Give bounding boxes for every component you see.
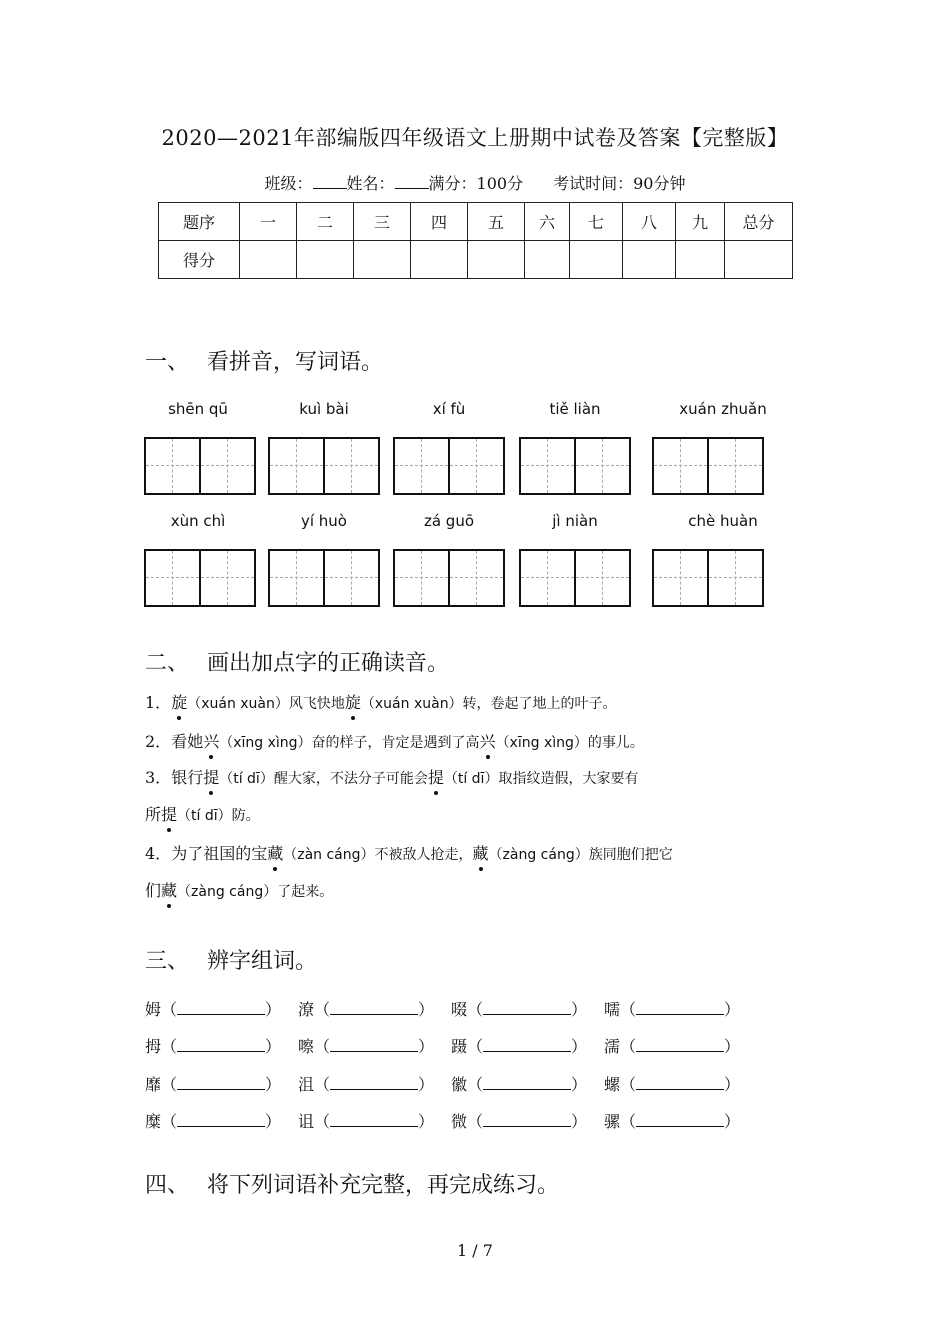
name-label: 姓名：: [346, 174, 395, 193]
question-2-2: [145, 729, 644, 752]
question-text: （zàng cáng）了起来。: [177, 884, 334, 900]
score-header-cell: 总分: [725, 203, 793, 241]
question-text: （zàn cáng）不被敌人抢走，: [283, 847, 473, 863]
word-group-item[interactable]: 潦（ ）: [298, 1000, 435, 1019]
word-group-item[interactable]: 沮（ ）: [298, 1075, 435, 1094]
word-group-item[interactable]: 嚓（ ）: [298, 1037, 435, 1056]
word-group-item[interactable]: 姆（ ）: [145, 1000, 282, 1019]
question-number: 1．: [145, 693, 172, 712]
score-header-cell: 八: [623, 203, 676, 241]
question-2-3-cont: [145, 802, 260, 825]
dotted-char: 旋: [171, 690, 187, 713]
section1-title: 看拼音，写词语。: [207, 350, 384, 375]
word-group-item[interactable]: 濡（ ）: [604, 1037, 741, 1056]
pinyin-label: xùn chì: [170, 512, 226, 530]
tianzige-box[interactable]: [144, 437, 256, 495]
question-text: 为了祖国的宝: [171, 844, 268, 863]
word-group-item[interactable]: 微（ ）: [451, 1112, 588, 1131]
section4-heading: [145, 1168, 559, 1199]
dotted-char: 兴: [480, 729, 496, 752]
score-cell[interactable]: [411, 241, 468, 279]
question-number: 2．: [145, 732, 172, 751]
question-2-4: [145, 841, 673, 864]
pinyin-row-2: [0, 512, 950, 534]
score-header-cell: 六: [525, 203, 570, 241]
question-text: （zàng cáng）族同胞们把它: [488, 847, 673, 863]
score-cell[interactable]: [468, 241, 525, 279]
question-2-3: [145, 765, 638, 788]
writing-box-row-1: [0, 437, 950, 495]
section1-number: 一、: [145, 350, 190, 375]
word-group-item[interactable]: 徽（ ）: [451, 1075, 588, 1094]
score-row-label: 得分: [159, 241, 240, 279]
pinyin-label: shēn qū: [168, 400, 228, 418]
question-2-1: [145, 690, 617, 713]
question-text: 银行: [171, 768, 204, 787]
question-text: （tí dī）防。: [177, 808, 260, 824]
student-info-line: [0, 171, 950, 194]
question-text: （xuán xuàn）转，卷起了地上的叶子。: [360, 696, 617, 712]
exam-title: 2020—2021年部编版四年级语文上册期中试卷及答案【完整版】: [161, 126, 789, 150]
pinyin-row-1: [0, 400, 950, 422]
section2-title: 画出加点字的正确读音。: [207, 651, 450, 676]
score-header-cell: 九: [676, 203, 725, 241]
score-table-header-row: [159, 203, 793, 241]
section3-heading: [145, 944, 317, 975]
score-cell[interactable]: [240, 241, 297, 279]
score-header-cell: 三: [354, 203, 411, 241]
section1-heading: [145, 345, 383, 376]
word-group-item[interactable]: 拇（ ）: [145, 1037, 282, 1056]
question-text: （tí dī）醒大家，不法分子可能会: [219, 771, 428, 787]
pinyin-label: kuì bài: [299, 400, 349, 418]
score-table-score-row: [159, 241, 793, 279]
dotted-char: 提: [203, 765, 219, 788]
word-group-item[interactable]: 啜（ ）: [451, 1000, 588, 1019]
pinyin-label: zá guō: [423, 512, 475, 530]
tianzige-box[interactable]: [652, 437, 764, 495]
score-header-cell: 七: [570, 203, 623, 241]
word-group-item[interactable]: 嚅（ ）: [604, 1000, 741, 1019]
question-text: （tí dī）取指纹造假，大家要有: [443, 771, 639, 787]
score-header-cell: 二: [297, 203, 354, 241]
score-cell[interactable]: [354, 241, 411, 279]
tianzige-box[interactable]: [393, 437, 505, 495]
word-group-item[interactable]: 诅（ ）: [298, 1112, 435, 1131]
score-cell[interactable]: [725, 241, 793, 279]
score-cell[interactable]: [676, 241, 725, 279]
question-text: （xuán xuàn）风飞快地: [187, 696, 345, 712]
page-number: 1 / 7: [457, 1241, 493, 1260]
section2-heading: [145, 646, 449, 677]
question-text: 所: [145, 805, 162, 824]
dotted-char: 提: [428, 765, 444, 788]
score-header-cell: 题序: [159, 203, 240, 241]
full-score: 满分：100分: [428, 174, 524, 193]
dotted-char: 旋: [345, 690, 361, 713]
pinyin-label: tiě liàn: [549, 400, 601, 418]
word-group-item[interactable]: 糜（ ）: [145, 1112, 282, 1131]
tianzige-box[interactable]: [519, 549, 631, 607]
section2-number: 二、: [145, 651, 190, 676]
question-2-4-cont: [145, 878, 333, 901]
dotted-char: 藏: [267, 841, 283, 864]
question-text: 们: [145, 881, 162, 900]
tianzige-box[interactable]: [652, 549, 764, 607]
score-header-cell: 五: [468, 203, 525, 241]
dotted-char: 藏: [473, 841, 489, 864]
question-number: 4．: [145, 844, 172, 863]
section4-title: 将下列词语补充完整，再完成练习。: [207, 1173, 560, 1198]
score-cell[interactable]: [623, 241, 676, 279]
tianzige-box[interactable]: [268, 549, 380, 607]
pinyin-label: jì niàn: [552, 512, 598, 530]
exam-time: 考试时间：90分钟: [553, 174, 686, 193]
word-group-item[interactable]: 螺（ ）: [604, 1075, 741, 1094]
writing-box-row-2: [0, 549, 950, 607]
tianzige-box[interactable]: [393, 549, 505, 607]
score-header-cell: 四: [411, 203, 468, 241]
word-group-item[interactable]: 骡（ ）: [604, 1112, 741, 1131]
pinyin-label: yí huò: [300, 512, 347, 530]
pinyin-label: chè huàn: [688, 512, 758, 530]
word-group-item[interactable]: 靡（ ）: [145, 1075, 282, 1094]
question-text: 看她: [171, 732, 204, 751]
score-table: [158, 202, 793, 279]
question-text: （xīng xìng）的事儿。: [495, 735, 644, 751]
pinyin-label: xí fù: [432, 400, 466, 418]
score-cell[interactable]: [570, 241, 623, 279]
dotted-char: 兴: [203, 729, 219, 752]
dotted-char: 提: [161, 802, 177, 825]
question-text: （xīng xìng）奋的样子，肯定是遇到了高: [219, 735, 480, 751]
name-blank[interactable]: [395, 174, 429, 189]
word-group-item[interactable]: 蹑（ ）: [451, 1037, 588, 1056]
class-blank[interactable]: [313, 174, 347, 189]
score-cell[interactable]: [297, 241, 354, 279]
score-header-cell: 一: [240, 203, 297, 241]
question-number: 3．: [145, 768, 172, 787]
section4-number: 四、: [145, 1173, 190, 1198]
class-label: 班级：: [264, 174, 313, 193]
section3-number: 三、: [145, 949, 190, 974]
dotted-char: 藏: [161, 878, 177, 901]
tianzige-box[interactable]: [144, 549, 256, 607]
tianzige-box[interactable]: [268, 437, 380, 495]
score-cell[interactable]: [525, 241, 570, 279]
tianzige-box[interactable]: [519, 437, 631, 495]
section3-title: 辨字组词。: [207, 949, 318, 974]
pinyin-label: xuán zhuǎn: [679, 400, 767, 418]
